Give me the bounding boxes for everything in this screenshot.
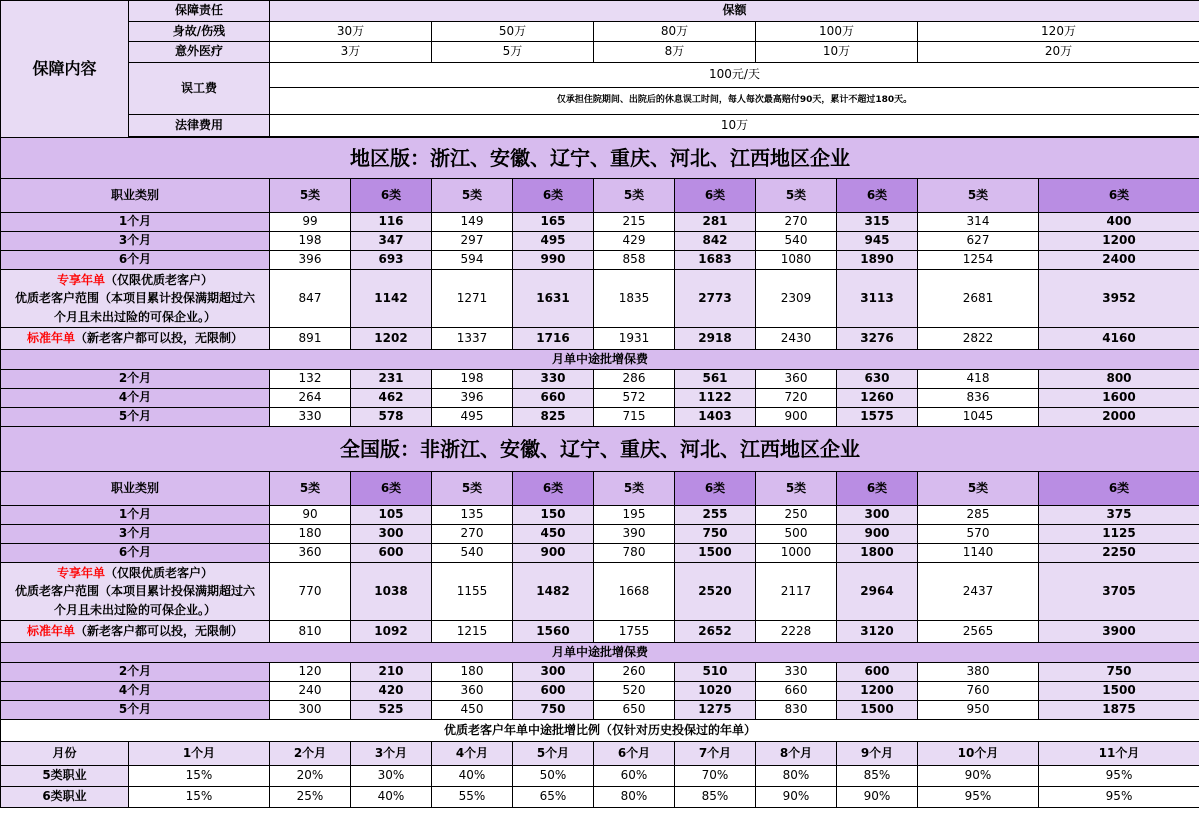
price-cell: 250: [756, 506, 837, 525]
ratio-value: 25%: [270, 787, 351, 808]
exclusive-annual-scope: 优质老客户范围（本项目累计投保满期超过六: [14, 584, 255, 599]
price-cell: 400: [1039, 213, 1199, 232]
price-cell: 270: [432, 525, 513, 544]
ratio-value: 80%: [594, 787, 675, 808]
ratio-value: 40%: [432, 766, 513, 787]
occupation-class: 6类: [837, 472, 918, 506]
ratio-row-label: 6类职业: [1, 787, 129, 808]
price-cell: 570: [918, 525, 1039, 544]
price-cell: 330: [270, 408, 351, 427]
price-cell: 1716: [513, 328, 594, 350]
coverage-value: 10万: [756, 42, 918, 63]
price-cell: 2400: [1039, 251, 1199, 270]
price-cell: 1337: [432, 328, 513, 350]
price-cell: 2918: [675, 328, 756, 350]
coverage-row-label: 意外医疗: [129, 42, 270, 63]
price-cell: 630: [837, 370, 918, 389]
standard-annual-note: （新老客户都可以投，无限制）: [75, 623, 244, 638]
price-cell: 360: [432, 682, 513, 701]
occupation-class: 5类: [594, 179, 675, 213]
price-cell: 270: [756, 213, 837, 232]
price-cell: 1020: [675, 682, 756, 701]
occupation-class: 6类: [1039, 179, 1199, 213]
exclusive-annual-note: （仅限优质老客户）: [105, 565, 214, 580]
price-cell: 375: [1039, 506, 1199, 525]
price-cell: 1140: [918, 544, 1039, 563]
price-cell: 1403: [675, 408, 756, 427]
price-cell: 1200: [837, 682, 918, 701]
ratio-month: 11个月: [1039, 742, 1199, 766]
period-label: 6个月: [1, 251, 270, 270]
coverage-title: 保障内容: [1, 1, 129, 138]
price-cell: 1271: [432, 270, 513, 328]
period-label: 3个月: [1, 525, 270, 544]
period-label: 6个月: [1, 544, 270, 563]
price-cell: 1890: [837, 251, 918, 270]
price-cell: 540: [432, 544, 513, 563]
mid-term-title: 月单中途批增保费: [1, 643, 1199, 663]
price-cell: 1500: [675, 544, 756, 563]
price-cell: 495: [432, 408, 513, 427]
occupation-class: 6类: [1039, 472, 1199, 506]
ratio-value: 50%: [513, 766, 594, 787]
price-cell: 2117: [756, 563, 837, 621]
price-cell: 3952: [1039, 270, 1199, 328]
price-cell: 1500: [1039, 682, 1199, 701]
occupation-class: 5类: [432, 179, 513, 213]
price-cell: 594: [432, 251, 513, 270]
price-cell: 418: [918, 370, 1039, 389]
standard-annual-note: （新老客户都可以投，无限制）: [75, 330, 244, 345]
exclusive-annual-label: [1, 563, 270, 621]
standard-annual-label: [1, 328, 270, 350]
price-cell: 1215: [432, 621, 513, 643]
price-cell: 90: [270, 506, 351, 525]
price-cell: 572: [594, 389, 675, 408]
price-cell: 300: [513, 663, 594, 682]
price-cell: 2681: [918, 270, 1039, 328]
ratio-value: 95%: [918, 787, 1039, 808]
ratio-month: 3个月: [351, 742, 432, 766]
ratio-value: 60%: [594, 766, 675, 787]
price-cell: 132: [270, 370, 351, 389]
price-cell: 800: [1039, 370, 1199, 389]
ratio-row-label: 5类职业: [1, 766, 129, 787]
period-label: 1个月: [1, 506, 270, 525]
price-cell: 578: [351, 408, 432, 427]
price-cell: 660: [756, 682, 837, 701]
ratio-value: 90%: [756, 787, 837, 808]
occupation-class: 5类: [918, 179, 1039, 213]
lost-wage-label: 误工费: [129, 63, 270, 115]
price-cell: 347: [351, 232, 432, 251]
price-cell: 390: [594, 525, 675, 544]
occupation-class: 6类: [675, 472, 756, 506]
price-cell: 2652: [675, 621, 756, 643]
price-cell: 627: [918, 232, 1039, 251]
price-cell: 1800: [837, 544, 918, 563]
ratio-value: 15%: [129, 766, 270, 787]
price-cell: 1254: [918, 251, 1039, 270]
occupation-class: 5类: [594, 472, 675, 506]
price-cell: 149: [432, 213, 513, 232]
occupation-class: 6类: [513, 472, 594, 506]
ratio-value: 95%: [1039, 787, 1199, 808]
price-cell: 1482: [513, 563, 594, 621]
price-cell: 780: [594, 544, 675, 563]
ratio-value: 90%: [918, 766, 1039, 787]
mid-period-label: 5个月: [1, 701, 270, 720]
price-cell: 1500: [837, 701, 918, 720]
price-cell: 540: [756, 232, 837, 251]
price-cell: 198: [432, 370, 513, 389]
exclusive-annual-scope-2: 个月且未出过险的可保企业。）: [53, 602, 216, 617]
ratio-month: 7个月: [675, 742, 756, 766]
mid-period-label: 4个月: [1, 682, 270, 701]
occupation-class: 6类: [351, 179, 432, 213]
price-cell: 360: [270, 544, 351, 563]
price-cell: 750: [675, 525, 756, 544]
ratio-value: 80%: [756, 766, 837, 787]
price-cell: 891: [270, 328, 351, 350]
price-cell: 2964: [837, 563, 918, 621]
price-cell: 830: [756, 701, 837, 720]
price-cell: 836: [918, 389, 1039, 408]
occupation-class: 5类: [756, 179, 837, 213]
occupation-class: 6类: [675, 179, 756, 213]
occupation-class: 5类: [270, 472, 351, 506]
price-cell: 281: [675, 213, 756, 232]
price-cell: 300: [270, 701, 351, 720]
price-cell: 330: [513, 370, 594, 389]
exclusive-annual-title: [1, 271, 269, 290]
ratio-value: 30%: [351, 766, 432, 787]
coverage-value: 5万: [432, 42, 594, 63]
price-cell: 1045: [918, 408, 1039, 427]
regional-title: 地区版：浙江、安徽、辽宁、重庆、河北、江西地区企业: [1, 138, 1199, 179]
ratio-month: 9个月: [837, 742, 918, 766]
ratio-value: 65%: [513, 787, 594, 808]
price-cell: 165: [513, 213, 594, 232]
exclusive-annual-label: [1, 270, 270, 328]
occupation-class: 5类: [270, 179, 351, 213]
ratio-value: 15%: [129, 787, 270, 808]
price-cell: 264: [270, 389, 351, 408]
occupation-class: 5类: [918, 472, 1039, 506]
standard-annual-red: 标准年单: [26, 623, 75, 638]
price-cell: 825: [513, 408, 594, 427]
price-cell: 215: [594, 213, 675, 232]
price-cell: 3705: [1039, 563, 1199, 621]
price-cell: 300: [837, 506, 918, 525]
occupation-class: 6类: [351, 472, 432, 506]
price-cell: 462: [351, 389, 432, 408]
price-cell: 330: [756, 663, 837, 682]
price-cell: 105: [351, 506, 432, 525]
price-cell: 315: [837, 213, 918, 232]
price-cell: 1275: [675, 701, 756, 720]
price-cell: 990: [513, 251, 594, 270]
price-cell: 135: [432, 506, 513, 525]
price-cell: 1835: [594, 270, 675, 328]
price-cell: 3113: [837, 270, 918, 328]
occupation-class: 5类: [756, 472, 837, 506]
price-cell: 1931: [594, 328, 675, 350]
price-cell: 2773: [675, 270, 756, 328]
price-cell: 1668: [594, 563, 675, 621]
price-cell: 2822: [918, 328, 1039, 350]
price-cell: 2309: [756, 270, 837, 328]
ratio-month: 10个月: [918, 742, 1039, 766]
ratio-value: 40%: [351, 787, 432, 808]
price-cell: 360: [756, 370, 837, 389]
exclusive-annual-title: [1, 564, 269, 583]
price-cell: 1631: [513, 270, 594, 328]
price-cell: 300: [351, 525, 432, 544]
price-cell: 2250: [1039, 544, 1199, 563]
price-cell: 900: [837, 525, 918, 544]
mid-period-label: 4个月: [1, 389, 270, 408]
legal-value: 10万: [270, 115, 1199, 137]
price-cell: 1038: [351, 563, 432, 621]
price-cell: 1260: [837, 389, 918, 408]
lost-wage-value: 100元/天: [270, 63, 1199, 88]
period-label: 1个月: [1, 213, 270, 232]
coverage-value: 20万: [918, 42, 1199, 63]
price-cell: 520: [594, 682, 675, 701]
price-cell: 750: [1039, 663, 1199, 682]
exclusive-annual-red: 专享年单: [56, 272, 105, 287]
coverage-row-label: 身故/伤残: [129, 22, 270, 42]
price-cell: 1202: [351, 328, 432, 350]
price-cell: 1155: [432, 563, 513, 621]
mid-period-label: 2个月: [1, 663, 270, 682]
ratio-value: 90%: [837, 787, 918, 808]
occupation-label: 职业类别: [1, 179, 270, 213]
price-cell: 3900: [1039, 621, 1199, 643]
price-cell: 3120: [837, 621, 918, 643]
price-cell: 420: [351, 682, 432, 701]
price-cell: 600: [513, 682, 594, 701]
price-cell: 900: [756, 408, 837, 427]
price-cell: 650: [594, 701, 675, 720]
ratio-month: 8个月: [756, 742, 837, 766]
price-cell: 198: [270, 232, 351, 251]
price-cell: 120: [270, 663, 351, 682]
price-cell: 180: [270, 525, 351, 544]
coverage-amount-label: 保额: [270, 1, 1199, 22]
price-cell: 429: [594, 232, 675, 251]
price-cell: 525: [351, 701, 432, 720]
price-cell: 500: [756, 525, 837, 544]
coverage-value: 8万: [594, 42, 756, 63]
price-cell: 760: [918, 682, 1039, 701]
price-cell: 720: [756, 389, 837, 408]
ratio-month-label: 月份: [1, 742, 129, 766]
ratio-month: 1个月: [129, 742, 270, 766]
ratio-value: 85%: [837, 766, 918, 787]
price-cell: 842: [675, 232, 756, 251]
ratio-month: 5个月: [513, 742, 594, 766]
price-cell: 450: [513, 525, 594, 544]
coverage-value: 50万: [432, 22, 594, 42]
price-cell: 260: [594, 663, 675, 682]
price-cell: 1142: [351, 270, 432, 328]
mid-period-label: 2个月: [1, 370, 270, 389]
coverage-value: 30万: [270, 22, 432, 42]
coverage-value: 120万: [918, 22, 1199, 42]
period-label: 3个月: [1, 232, 270, 251]
price-cell: 1080: [756, 251, 837, 270]
price-cell: 810: [270, 621, 351, 643]
coverage-resp-label: 保障责任: [129, 1, 270, 22]
legal-label: 法律费用: [129, 115, 270, 137]
occupation-class: 5类: [432, 472, 513, 506]
price-cell: 1000: [756, 544, 837, 563]
price-cell: 2430: [756, 328, 837, 350]
price-cell: 693: [351, 251, 432, 270]
price-cell: 1875: [1039, 701, 1199, 720]
price-cell: 210: [351, 663, 432, 682]
ratio-value: 20%: [270, 766, 351, 787]
ratio-month: 2个月: [270, 742, 351, 766]
standard-annual-red: 标准年单: [26, 330, 75, 345]
price-cell: 900: [513, 544, 594, 563]
exclusive-annual-red: 专享年单: [56, 565, 105, 580]
price-cell: 286: [594, 370, 675, 389]
exclusive-annual-note: （仅限优质老客户）: [105, 272, 214, 287]
mid-period-label: 5个月: [1, 408, 270, 427]
price-cell: 380: [918, 663, 1039, 682]
mid-term-title: 月单中途批增保费: [1, 350, 1199, 370]
price-cell: 99: [270, 213, 351, 232]
lost-wage-note: 仅承担住院期间、出院后的休息误工时间，每人每次最高赔付90天，累计不超过180天。: [270, 88, 1199, 115]
price-cell: 285: [918, 506, 1039, 525]
price-cell: 116: [351, 213, 432, 232]
price-cell: 847: [270, 270, 351, 328]
occupation-label: 职业类别: [1, 472, 270, 506]
price-cell: 1575: [837, 408, 918, 427]
ratio-value: 85%: [675, 787, 756, 808]
price-cell: 450: [432, 701, 513, 720]
price-cell: 2000: [1039, 408, 1199, 427]
price-cell: 750: [513, 701, 594, 720]
price-cell: 2437: [918, 563, 1039, 621]
price-cell: 180: [432, 663, 513, 682]
ratio-value: 95%: [1039, 766, 1199, 787]
occupation-class: 6类: [513, 179, 594, 213]
price-cell: 1683: [675, 251, 756, 270]
price-cell: 945: [837, 232, 918, 251]
exclusive-annual-scope: 优质老客户范围（本项目累计投保满期超过六: [14, 291, 255, 306]
price-cell: 495: [513, 232, 594, 251]
price-cell: 150: [513, 506, 594, 525]
ratio-month: 6个月: [594, 742, 675, 766]
price-cell: 396: [432, 389, 513, 408]
price-cell: 950: [918, 701, 1039, 720]
price-cell: 314: [918, 213, 1039, 232]
price-cell: 600: [351, 544, 432, 563]
ratio-month: 4个月: [432, 742, 513, 766]
price-cell: 2520: [675, 563, 756, 621]
coverage-value: 80万: [594, 22, 756, 42]
occupation-class: 6类: [837, 179, 918, 213]
price-cell: 255: [675, 506, 756, 525]
price-cell: 2228: [756, 621, 837, 643]
price-cell: 3276: [837, 328, 918, 350]
price-cell: 660: [513, 389, 594, 408]
ratio-value: 70%: [675, 766, 756, 787]
price-cell: 1092: [351, 621, 432, 643]
national-title: 全国版：非浙江、安徽、辽宁、重庆、河北、江西地区企业: [1, 427, 1199, 472]
price-cell: 231: [351, 370, 432, 389]
price-cell: 1122: [675, 389, 756, 408]
price-cell: 1600: [1039, 389, 1199, 408]
price-cell: 858: [594, 251, 675, 270]
price-cell: 240: [270, 682, 351, 701]
price-cell: 297: [432, 232, 513, 251]
price-cell: 561: [675, 370, 756, 389]
coverage-value: 100万: [756, 22, 918, 42]
price-cell: 600: [837, 663, 918, 682]
price-cell: 715: [594, 408, 675, 427]
coverage-value: 3万: [270, 42, 432, 63]
price-cell: 4160: [1039, 328, 1199, 350]
exclusive-annual-scope-2: 个月且未出过险的可保企业。）: [53, 309, 216, 324]
price-cell: 510: [675, 663, 756, 682]
ratio-value: 55%: [432, 787, 513, 808]
price-cell: 1200: [1039, 232, 1199, 251]
standard-annual-label: [1, 621, 270, 643]
price-cell: 2565: [918, 621, 1039, 643]
price-cell: 1755: [594, 621, 675, 643]
price-cell: 770: [270, 563, 351, 621]
ratio-title: 优质老客户年单中途批增比例（仅针对历史投保过的年单）: [1, 720, 1199, 742]
price-cell: 396: [270, 251, 351, 270]
price-cell: 1125: [1039, 525, 1199, 544]
price-cell: 195: [594, 506, 675, 525]
price-cell: 1560: [513, 621, 594, 643]
